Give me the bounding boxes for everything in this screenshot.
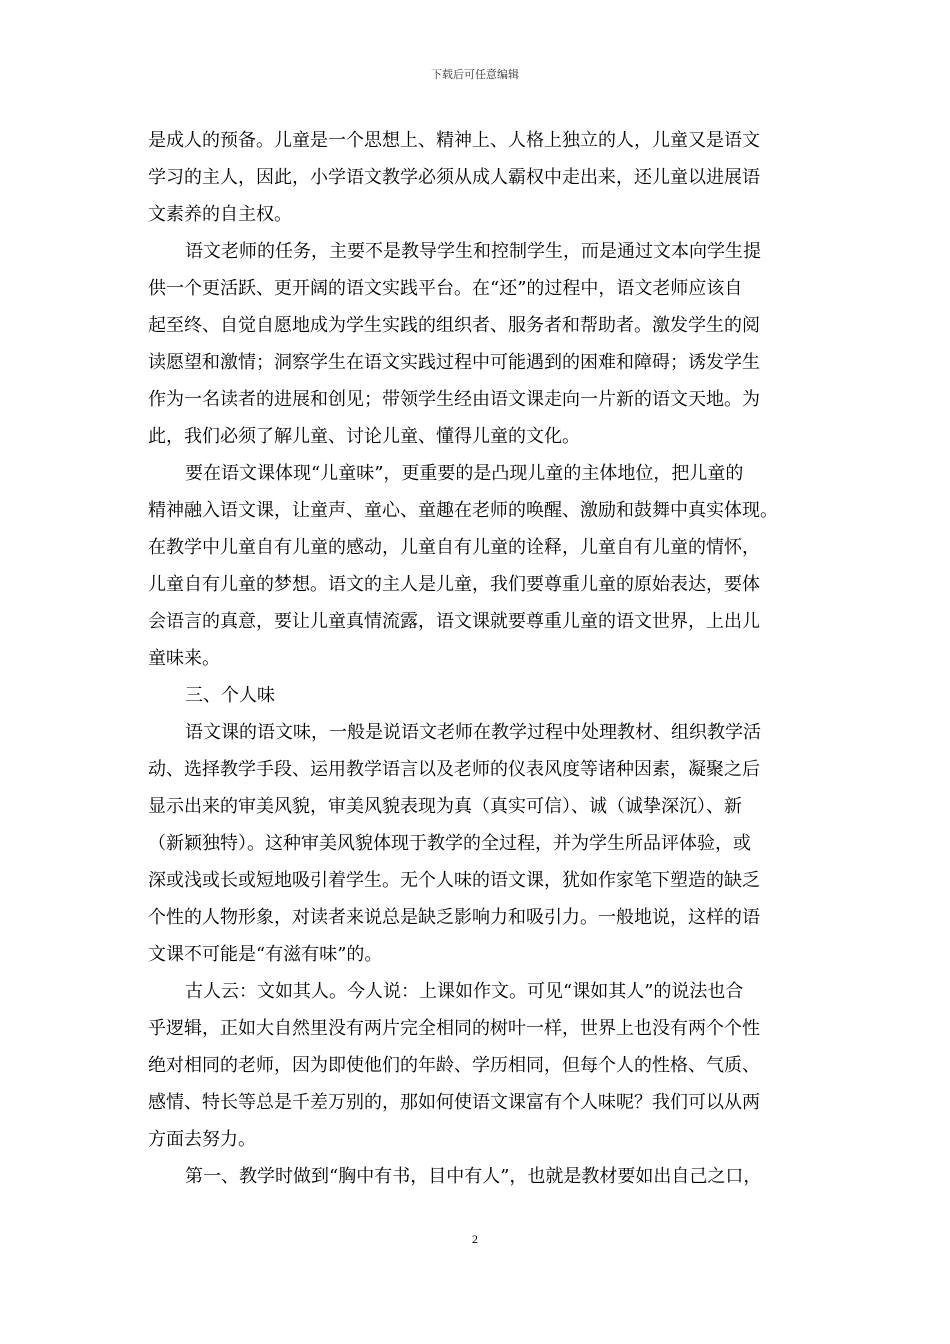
page-header: 下载后可任意编辑 (431, 68, 519, 81)
text-line: 古人云：文如其人。今人说：上课如作文。可见“课如其人”的说法也合 (185, 981, 744, 1002)
text-line: 文素养的自主权。 (148, 204, 292, 225)
text-line: 动、选择教学手段、运用教学语言以及老师的仪表风度等诸种因素，凝聚之后 (148, 759, 760, 780)
text-line: 精神融入语文课，让童声、童心、童趣在老师的唤醒、激励和鼓舞中真实体现。 (148, 500, 778, 521)
text-line: （新颖独特）。这种审美风貌体现于教学的全过程，并为学生所品评体验，或 (148, 833, 751, 854)
text-line: 儿童自有儿童的梦想。语文的主人是儿童，我们要尊重儿童的原始表达，要体 (148, 574, 760, 595)
text-line: 供一个更活跃、更开阔的语文实践平台。在“还”的过程中，语文老师应该自 (148, 278, 743, 299)
document-body (148, 122, 818, 1195)
text-line: 深或浅或长或短地吸引着学生。无个人味的语文课，犹如作家笔下塑造的缺乏 (148, 870, 760, 891)
text-line: 三、个人味 (185, 685, 275, 706)
text-line: 起至终、自觉自愿地成为学生实践的组织者、服务者和帮助者。激发学生的阅 (148, 315, 760, 336)
text-line: 此，我们必须了解儿童、讨论儿童、懂得儿童的文化。 (148, 426, 580, 447)
text-line: 乎逻辑，正如大自然里没有两片完全相同的树叶一样，世界上也没有两个个性 (148, 1018, 760, 1039)
text-line: 学习的主人，因此，小学语文教学必须从成人霸权中走出来，还儿童以进展语 (148, 167, 760, 188)
text-line: 作为一名读者的进展和创见；带领学生经由语文课走向一片新的语文天地。为 (148, 389, 760, 410)
text-line: 读愿望和激情；洞察学生在语文实践过程中可能遇到的困难和障碍；诱发学生 (148, 352, 760, 373)
text-line: 绝对相同的老师，因为即使他们的年龄、学历相同，但每个人的性格、气质、 (148, 1055, 760, 1076)
text-line: 个性的人物形象，对读者来说总是缺乏影响力和吸引力。一般地说，这样的语 (148, 907, 760, 928)
text-line: 感情、特长等总是千差万别的，那如何使语文课富有个人味呢？我们可以从两 (148, 1092, 760, 1113)
text-line: 要在语文课体现“儿童味”，更重要的是凸现儿童的主体地位，把儿童的 (185, 463, 744, 484)
page-number: 2 (472, 1232, 478, 1246)
text-line: 文课不可能是“有滋有味”的。 (148, 944, 383, 965)
text-line: 会语言的真意，要让儿童真情流露，语文课就要尊重儿童的语文世界，上出儿 (148, 611, 760, 632)
text-line: 童味来。 (148, 648, 220, 669)
text-line: 语文老师的任务，主要不是教导学生和控制学生，而是通过文本向学生提 (185, 241, 761, 262)
text-line: 在教学中儿童自有儿童的感动，儿童自有儿童的诠释，儿童自有儿童的情怀， (148, 537, 760, 558)
text-line: 是成人的预备。儿童是一个思想上、精神上、人格上独立的人，儿童又是语文 (148, 130, 760, 151)
text-line: 方面去努力。 (148, 1129, 256, 1150)
text-line: 显示出来的审美风貌，审美风貌表现为真（真实可信）、诚（诚挚深沉）、新 (148, 796, 742, 817)
text-line: 第一、教学时做到“胸中有书，目中有人”，也就是教材要如出自己之口， (185, 1166, 762, 1187)
text-line: 语文课的语文味，一般是说语文老师在教学过程中处理教材、组织教学活 (185, 722, 761, 743)
